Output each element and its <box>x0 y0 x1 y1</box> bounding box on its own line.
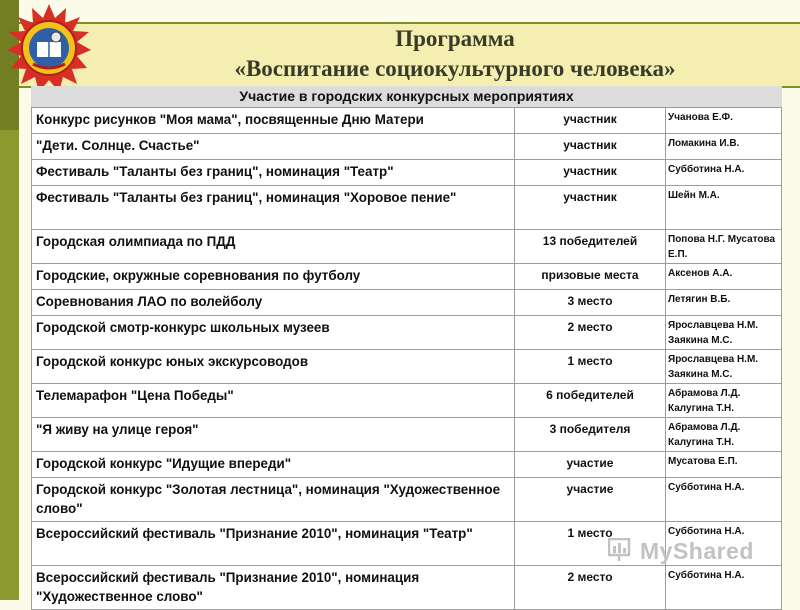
cell-result: 6 победителей <box>515 384 666 418</box>
table-row <box>32 316 782 350</box>
cell-result: участник <box>515 186 666 230</box>
cell-responsible: Абрамова Л.Д. Калугина Т.Н. <box>666 384 782 418</box>
school-emblem-icon <box>3 2 95 94</box>
cell-result: 13 победителей <box>515 230 666 264</box>
table-row <box>32 264 782 290</box>
cell-result: 1 место <box>515 522 666 566</box>
cell-responsible: Абрамова Л.Д. Калугина Т.Н. <box>666 418 782 452</box>
table-row <box>32 452 782 478</box>
cell-result: участник <box>515 160 666 186</box>
watermark-text: MyShared <box>640 538 754 564</box>
cell-result: призовые места <box>515 264 666 290</box>
cell-result: участник <box>515 134 666 160</box>
cell-event: Соревнования ЛАО по волейболу <box>32 290 515 316</box>
cell-event: Всероссийский фестиваль "Признание 2010", номинация "Художественное слово" <box>32 566 515 610</box>
table-row <box>32 418 782 452</box>
cell-result: участие <box>515 452 666 478</box>
cell-responsible: Субботина Н.А. <box>666 566 782 610</box>
cell-result: 2 место <box>515 316 666 350</box>
cell-event: Конкурс рисунков "Моя мама", посвященные Дню Матери <box>32 108 515 134</box>
cell-event: Городская олимпиада по ПДД <box>32 230 515 264</box>
cell-event: Городской конкурс "Золотая лестница", номинация "Художественное слово" <box>32 478 515 522</box>
cell-result: 2 место <box>515 566 666 610</box>
cell-event: Фестиваль "Таланты без границ", номинация "Хоровое пение" <box>32 186 515 230</box>
table-row <box>32 384 782 418</box>
cell-event: Фестиваль "Таланты без границ", номинация "Театр" <box>32 160 515 186</box>
cell-responsible: Субботина Н.А. <box>666 478 782 522</box>
cell-responsible: Ярославцева Н.М. Заякина М.С. <box>666 316 782 350</box>
cell-responsible: Ярославцева Н.М. Заякина М.С. <box>666 350 782 384</box>
cell-event: Городские, окружные соревнования по футболу <box>32 264 515 290</box>
events-table <box>31 107 782 610</box>
table-row <box>32 108 782 134</box>
cell-responsible: Субботина Н.А. <box>666 160 782 186</box>
cell-responsible: Субботина Н.А. <box>666 522 782 566</box>
cell-event: Городской смотр-конкурс школьных музеев <box>32 316 515 350</box>
table-row <box>32 186 782 230</box>
cell-responsible: Летягин В.Б. <box>666 290 782 316</box>
cell-event: "Я живу на улице героя" <box>32 418 515 452</box>
cell-responsible: Мусатова Е.П. <box>666 452 782 478</box>
cell-event: Городской конкурс юных экскурсоводов <box>32 350 515 384</box>
cell-result: участник <box>515 108 666 134</box>
table-row <box>32 230 782 264</box>
watermark-logo-icon <box>608 538 636 562</box>
table-row <box>32 160 782 186</box>
title-line-2: «Воспитание социокультурного человека» <box>234 56 676 81</box>
table-row <box>32 134 782 160</box>
cell-event: Телемарафон "Цена Победы" <box>32 384 515 418</box>
table-row <box>32 478 782 522</box>
title-line-1: Программа <box>395 26 515 51</box>
cell-responsible: Шейн М.А. <box>666 186 782 230</box>
cell-responsible: Ломакина И.В. <box>666 134 782 160</box>
cell-result: участие <box>515 478 666 522</box>
cell-responsible: Учанова Е.Ф. <box>666 108 782 134</box>
section-title: Участие в городских конкурсных мероприятиях <box>31 86 782 107</box>
cell-responsible: Попова Н.Г. Мусатова Е.П. <box>666 230 782 264</box>
cell-event: "Дети. Солнце. Счастье" <box>32 134 515 160</box>
cell-event: Всероссийский фестиваль "Признание 2010", номинация "Театр" <box>32 522 515 566</box>
cell-result: 1 место <box>515 350 666 384</box>
page-title <box>110 24 800 84</box>
table-row <box>32 350 782 384</box>
cell-event: Городской конкурс "Идущие впереди" <box>32 452 515 478</box>
watermark <box>608 538 754 565</box>
table-row <box>32 566 782 610</box>
cell-responsible: Аксенов А.А. <box>666 264 782 290</box>
cell-result: 3 победителя <box>515 418 666 452</box>
table-row <box>32 290 782 316</box>
cell-result: 3 место <box>515 290 666 316</box>
